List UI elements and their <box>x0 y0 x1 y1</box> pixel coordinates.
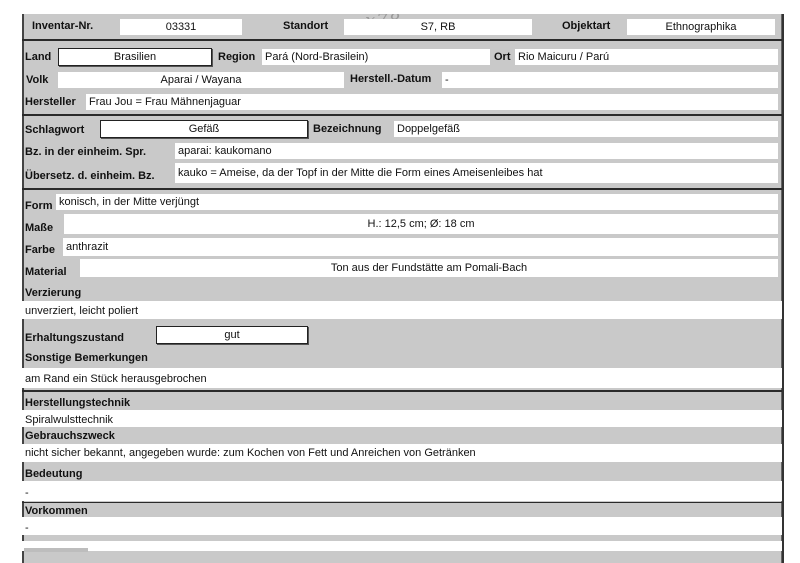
uebersetz-label: Übersetz. d. einheim. Bz. <box>25 170 155 182</box>
schlagwort-field[interactable]: Gefäß <box>100 120 308 138</box>
schlagwort-label: Schlagwort <box>25 124 85 136</box>
material-field[interactable]: Ton aus der Fundstätte am Pomali-Bach <box>80 259 778 277</box>
verzierung-field[interactable]: unverziert, leicht poliert <box>22 303 782 319</box>
gebrauchszweck-label: Gebrauchszweck <box>25 430 115 442</box>
vorkommen-field[interactable]: - <box>22 521 782 535</box>
card-edge-shadow <box>782 14 784 563</box>
erhaltung-field[interactable]: gut <box>156 326 308 344</box>
hersteller-label: Hersteller <box>25 96 76 108</box>
erhaltung-label: Erhaltungszustand <box>25 332 125 344</box>
section-divider <box>22 114 782 116</box>
bz-einheim-field[interactable]: aparai: kaukomano <box>175 143 778 159</box>
farbe-field[interactable]: anthrazit <box>63 238 778 256</box>
margin-mark <box>24 548 88 552</box>
standort-field[interactable]: S7, RB <box>344 19 532 35</box>
herstell-datum-label: Herstell.-Datum <box>350 73 432 85</box>
section-divider <box>22 390 782 392</box>
ort-field[interactable]: Rio Maicuru / Parú <box>515 49 778 65</box>
objektart-field[interactable]: Ethnographika <box>627 19 775 35</box>
region-label: Region <box>218 51 256 63</box>
form-field[interactable]: konisch, in der Mitte verjüngt <box>56 194 778 210</box>
material-label: Material <box>25 266 67 278</box>
sonstige-field[interactable]: am Rand ein Stück herausgebrochen <box>22 371 782 387</box>
herstellungstechnik-field[interactable]: Spiralwulsttechnik <box>22 413 782 427</box>
farbe-label: Farbe <box>25 244 55 256</box>
bezeichnung-label: Bezeichnung <box>313 123 382 135</box>
masse-field[interactable]: H.: 12,5 cm; Ø: 18 cm <box>64 214 778 234</box>
uebersetz-field[interactable]: kauko = Ameise, da der Topf in der Mitte die Form eines Ameisenleibes hat <box>175 163 778 183</box>
bedeutung-label: Bedeutung <box>25 468 83 480</box>
volk-label: Volk <box>26 74 49 86</box>
bz-einheim-label: Bz. in der einheim. Spr. <box>25 146 147 158</box>
bezeichnung-field[interactable]: Doppelgefäß <box>394 121 778 137</box>
land-field[interactable]: Brasilien <box>58 48 212 66</box>
sonstige-label: Sonstige Bemerkungen <box>25 352 148 364</box>
land-label: Land <box>25 51 52 63</box>
gebrauchszweck-field[interactable]: nicht sicher bekannt, angegeben wurde: zum Kochen von Fett und Anreichen von Getränken <box>22 445 782 461</box>
verzierung-label: Verzierung <box>25 287 82 299</box>
section-divider <box>22 188 782 190</box>
volk-field[interactable]: Aparai / Wayana <box>58 72 344 88</box>
inventar-field[interactable]: 03331 <box>120 19 242 35</box>
inventar-label: Inventar-Nr. <box>32 20 94 32</box>
masse-label: Maße <box>25 222 54 234</box>
herstellungstechnik-label: Herstellungstechnik <box>25 397 131 409</box>
bedeutung-field[interactable]: - <box>22 485 782 501</box>
inventory-card <box>22 14 782 563</box>
vorkommen-label: Vorkommen <box>25 505 88 517</box>
section-divider <box>22 39 782 41</box>
bottom-band <box>22 541 782 551</box>
objektart-label: Objektart <box>562 20 611 32</box>
section-divider <box>22 502 782 503</box>
ort-label: Ort <box>494 51 511 63</box>
standort-label: Standort <box>283 20 329 32</box>
herstell-datum-field[interactable]: - <box>442 72 778 88</box>
form-label: Form <box>25 200 53 212</box>
hersteller-field[interactable]: Frau Jou = Frau Mähnenjaguar <box>86 94 778 110</box>
region-field[interactable]: Pará (Nord-Brasilein) <box>262 49 490 65</box>
